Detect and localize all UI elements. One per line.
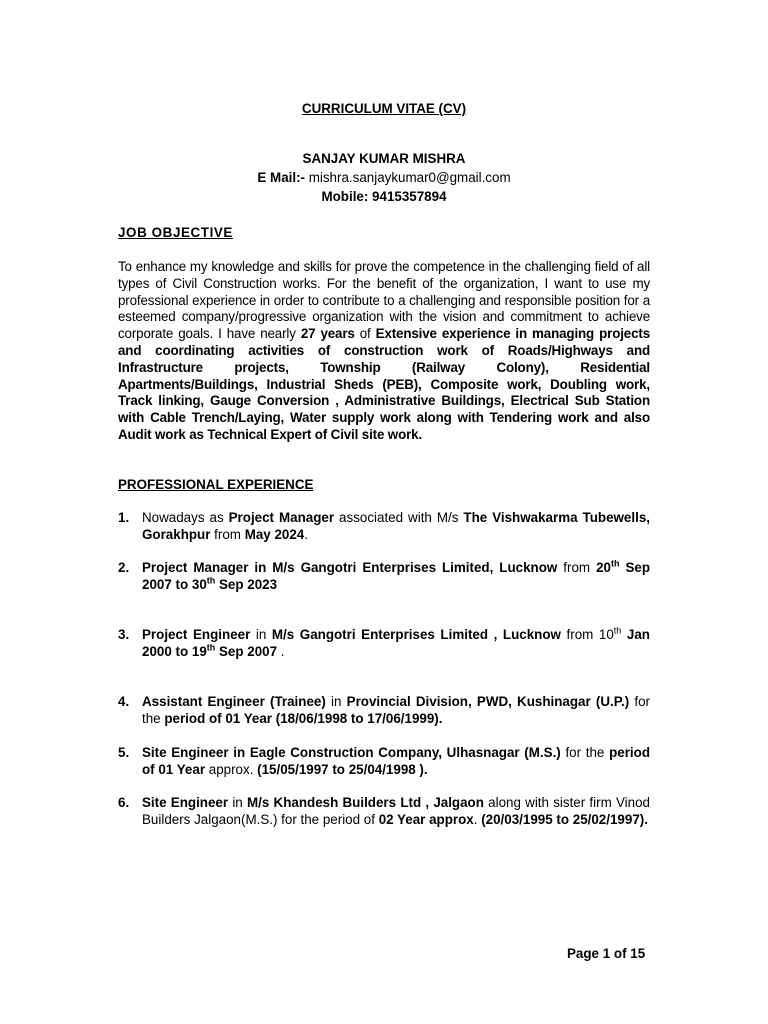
text-run: Sep 2007 to 30 — [142, 560, 650, 592]
email-line — [0, 170, 768, 185]
ordinal-suffix: th — [206, 642, 216, 653]
period: period of 01 Year (18/06/1998 to 17/06/1999). — [164, 710, 443, 726]
ordinal-suffix: th — [610, 558, 620, 569]
objective-years: 27 years — [300, 326, 355, 342]
company: Provincial Division, PWD, Kushinagar (U.P.) — [346, 694, 630, 709]
text-run: Sep 2023 — [215, 576, 278, 592]
item-text — [142, 795, 650, 829]
item-number: 2. — [118, 560, 130, 575]
experience-item — [118, 745, 650, 779]
text-run: along with sister firm Vinod Builders Jalgaon(M.S.) for the period of — [142, 795, 650, 827]
item-number: 5. — [118, 745, 130, 760]
item-text — [142, 694, 650, 728]
document-title: CURRICULUM VITAE (CV) — [301, 101, 467, 116]
objective-text: To enhance my knowledge and skills for prove the competence in the challenging field of all types of Civil Construction works. For the benefit of the organization, I want to use my professional experience in order to contribute to a challenging and responsible position for a esteemed company/progressive organization with the vision and commitment to achieve corporate goals. I have nearly — [118, 259, 650, 342]
objective-experience: Extensive experience in managing projects and coordinating activities of construction work of Roads/Highways and Infrastructure projects, Township (Railway Colony), Residential Apartments/Buildings, Industrial Sheds (PEB), Composite work, Doubling work, Track linking, Gauge Conversion , Administrative Buildings, Electrical Sub Station with Cable Trench/Laying, Water supply work along with Tendering work and also Audit work as Technical Expert of Civil site work. — [118, 326, 651, 442]
text-run: . — [473, 811, 482, 827]
item-text — [142, 745, 650, 779]
text-run: for the — [560, 745, 610, 760]
text-run: from — [210, 526, 245, 542]
text-run: from — [557, 560, 597, 575]
text-run: 20 — [596, 560, 611, 575]
company: M/s Gangotri Enterprises Limited , Lucknow — [271, 627, 561, 642]
job-objective-paragraph — [118, 259, 650, 444]
experience-item — [118, 795, 650, 829]
company: M/s Khandesh Builders Ltd , Jalgaon — [246, 795, 484, 810]
item-text — [142, 627, 650, 661]
professional-experience-heading: PROFESSIONAL EXPERIENCE — [118, 477, 314, 492]
email-address: mishra.sanjaykumar0@gmail.com — [305, 170, 511, 185]
page-number: Page 1 of 15 — [567, 946, 646, 961]
role-company: Project Manager in M/s Gangotri Enterprises Limited, Lucknow — [142, 560, 558, 575]
period: period of 01 Year — [142, 745, 650, 777]
ordinal-suffix: th — [613, 625, 622, 636]
text-run: in — [228, 795, 247, 810]
objective-connector: of — [354, 326, 376, 342]
company: The Vishwakarma Tubewells, Gorakhpur — [142, 510, 650, 542]
text-run: . — [277, 643, 285, 659]
text-run: from 10 — [560, 627, 614, 642]
candidate-name: SANJAY KUMAR MISHRA — [302, 151, 466, 166]
item-number: 1. — [118, 510, 130, 525]
text-run: associated with M/s — [334, 510, 464, 525]
ordinal-suffix: th — [206, 575, 216, 586]
role: Project Manager — [228, 510, 335, 525]
role: Site Engineer — [142, 795, 229, 810]
item-number: 3. — [118, 627, 130, 642]
experience-item — [118, 560, 650, 594]
date: Jan 2000 to 19 — [142, 627, 650, 659]
text-run: for the — [142, 694, 650, 726]
item-text — [142, 510, 650, 544]
date: (20/03/1995 to 25/02/1997). — [481, 811, 648, 827]
date: (15/05/1997 to 25/04/1998 ). — [257, 761, 428, 777]
mobile-line: Mobile: 9415357894 — [321, 189, 447, 204]
item-number: 6. — [118, 795, 130, 810]
role: Assistant Engineer (Trainee) — [142, 694, 326, 709]
text-run: in — [325, 694, 347, 709]
job-objective-heading: JOB OBJECTIVE — [118, 225, 233, 240]
experience-item — [118, 694, 650, 728]
item-number: 4. — [118, 694, 130, 709]
date: May 2024 — [244, 526, 305, 542]
text-run: approx. — [205, 761, 258, 777]
text-run: in — [250, 627, 272, 642]
experience-item — [118, 627, 650, 661]
email-label: E Mail:- — [257, 170, 306, 185]
text-run: . — [304, 526, 308, 542]
experience-item — [118, 510, 650, 544]
item-text — [142, 560, 650, 594]
text-run: Nowadays as — [142, 510, 229, 525]
role: Project Engineer — [142, 627, 251, 642]
role-company: Site Engineer in Eagle Construction Company, Ulhasnagar (M.S.) — [142, 745, 561, 760]
date: Sep 2007 — [215, 643, 278, 659]
period: 02 Year approx — [378, 811, 474, 827]
